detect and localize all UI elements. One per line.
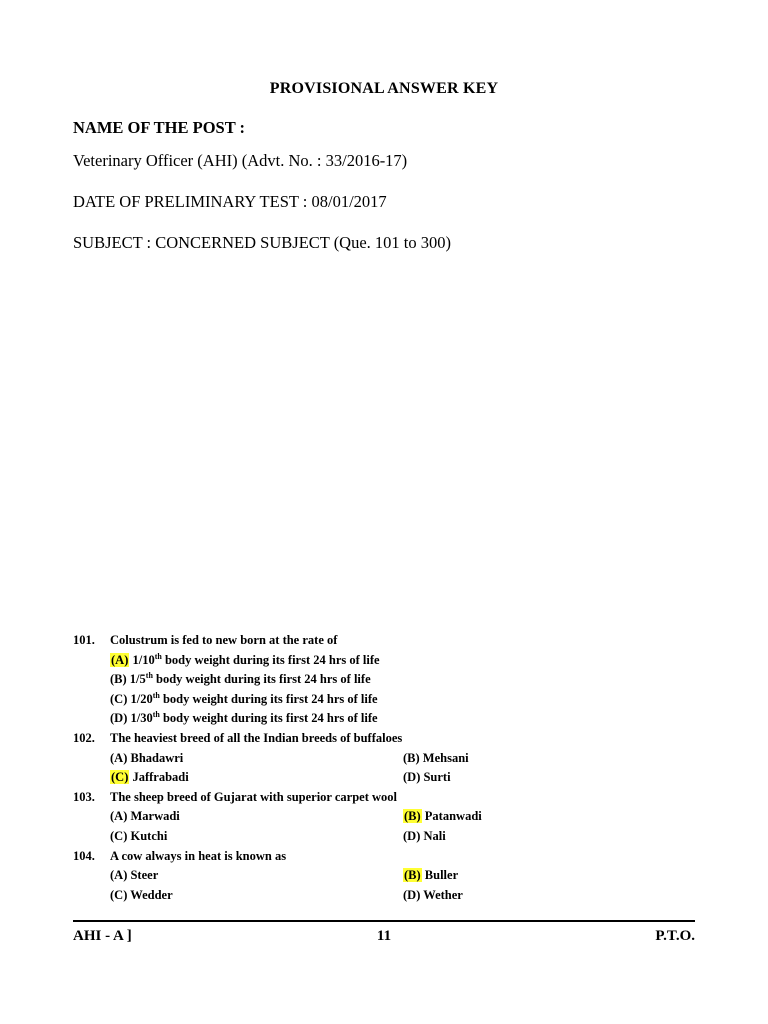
option-letter: (B) (110, 672, 127, 687)
option-fraction: 1/5 (129, 672, 146, 687)
page-number: 11 (376, 928, 392, 944)
question-text: Colustrum is fed to new born at the rate of (110, 633, 338, 647)
question-104 (73, 847, 713, 867)
option-c (73, 690, 713, 710)
correct-answer-highlight: (C) (111, 770, 129, 785)
option-letter: (A) (110, 868, 128, 883)
option-b (403, 807, 713, 827)
option-row-cd (73, 768, 713, 788)
option-text: body weight during its first 24 hrs of life (152, 672, 371, 687)
option-b (403, 866, 713, 886)
page-footer (73, 928, 695, 945)
question-text: A cow always in heat is known as (110, 848, 287, 863)
option-text: Mehsani (422, 750, 469, 765)
subject-line: SUBJECT : CONCERNED SUBJECT (Que. 101 to 300) (73, 233, 452, 252)
option-superscript: th (152, 690, 160, 700)
option-letter: (C) (110, 828, 128, 843)
option-text: Nali (423, 828, 446, 843)
option-letter: (B) (403, 750, 420, 765)
option-item (110, 690, 378, 710)
option-text: Wether (423, 887, 463, 902)
option-a (110, 866, 403, 886)
question-number: 104. (73, 848, 95, 863)
pto-label: P.T.O. (655, 928, 695, 944)
option-letter: (C) (110, 691, 128, 706)
option-d (73, 709, 713, 729)
footer-code: AHI - A ] (73, 928, 132, 944)
option-text: body weight during its first 24 hrs of life (159, 691, 378, 706)
option-letter: (D) (403, 828, 421, 843)
option-c (110, 768, 403, 788)
question-number: 102. (73, 730, 95, 745)
option-letter: (A) (110, 809, 128, 824)
option-letter: (C) (110, 887, 128, 902)
option-text: body weight during its first 24 hrs of life (161, 652, 380, 667)
test-date: DATE OF PRELIMINARY TEST : 08/01/2017 (73, 192, 387, 211)
question-102 (73, 729, 713, 749)
option-c (110, 827, 403, 847)
option-c (110, 886, 403, 906)
option-row-ab (73, 749, 713, 769)
question-list (73, 631, 713, 905)
option-text: Marwadi (130, 809, 180, 824)
option-text: Steer (130, 868, 159, 883)
option-a (110, 807, 403, 827)
option-text: Surti (423, 770, 451, 785)
option-row-ab (73, 807, 713, 827)
question-number: 103. (73, 789, 95, 804)
option-fraction: 1/10 (132, 652, 155, 667)
option-a (73, 651, 713, 671)
correct-answer-highlight: (B) (404, 868, 421, 883)
question-103 (73, 788, 713, 808)
question-text: The sheep breed of Gujarat with superior carpet wool (110, 789, 398, 804)
option-text: Buller (424, 868, 459, 883)
option-text: body weight during its first 24 hrs of life (159, 711, 378, 726)
option-d (403, 886, 713, 906)
option-b (403, 749, 713, 769)
post-value: Veterinary Officer (AHI) (Advt. No. : 33/2016-17) (73, 151, 408, 170)
post-label: NAME OF THE POST : (73, 118, 246, 137)
option-letter: (D) (110, 711, 128, 726)
question-text: The heaviest breed of all the Indian breeds of buffaloes (110, 730, 403, 745)
option-text: Patanwadi (424, 809, 482, 824)
option-fraction: 1/30 (130, 711, 153, 726)
option-b (73, 670, 713, 690)
footer-divider (73, 920, 695, 922)
option-superscript: th (145, 671, 153, 681)
correct-answer-highlight: (A) (111, 652, 129, 667)
question-101 (73, 631, 713, 651)
option-fraction: 1/20 (130, 691, 153, 706)
option-text: Jaffrabadi (132, 770, 189, 785)
option-letter: (D) (403, 887, 421, 902)
option-item (110, 651, 380, 671)
option-text: Bhadawri (130, 750, 184, 765)
option-item (110, 709, 378, 729)
page-title: PROVISIONAL ANSWER KEY (269, 80, 499, 97)
option-text: Kutchi (130, 828, 168, 843)
option-superscript: th (154, 651, 162, 661)
option-row-cd (73, 886, 713, 906)
option-row-cd (73, 827, 713, 847)
option-row-ab (73, 866, 713, 886)
option-letter: (D) (403, 770, 421, 785)
question-number: 101. (73, 633, 95, 647)
option-item (110, 670, 371, 690)
correct-answer-highlight: (B) (404, 809, 421, 824)
option-a (110, 749, 403, 769)
option-letter: (A) (110, 750, 128, 765)
option-d (403, 768, 713, 788)
option-d (403, 827, 713, 847)
option-text: Wedder (130, 887, 173, 902)
option-superscript: th (152, 710, 160, 720)
